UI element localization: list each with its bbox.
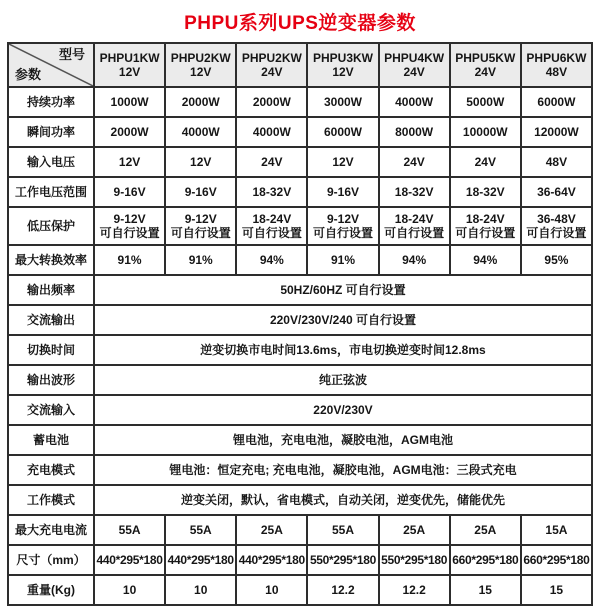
cell-line: 18-24V <box>252 211 292 226</box>
model-voltage: 12V <box>332 65 354 79</box>
row-label: 充电模式 <box>8 455 94 485</box>
cell-value: 24V <box>450 147 521 177</box>
cell-value: 18-32V <box>379 177 450 207</box>
cell-line: 可自行设置 <box>241 226 302 240</box>
cell-line: 可自行设置 <box>455 226 516 240</box>
cell-value: 12V <box>94 147 165 177</box>
row-span-value: 220V/230V/240 可自行设置 <box>94 305 592 335</box>
cell-value: 9-16V <box>94 177 165 207</box>
cell-value: 10000W <box>450 117 521 147</box>
cell-value: 1000W <box>94 87 165 117</box>
table-row <box>8 177 592 207</box>
cell-value: 15A <box>521 515 592 545</box>
model-voltage: 12V <box>118 65 141 79</box>
row-label: 持续功率 <box>8 87 94 117</box>
row-label: 工作电压范围 <box>8 177 94 207</box>
header-row <box>8 43 592 87</box>
table-row <box>8 275 592 305</box>
table-row <box>8 207 592 245</box>
row-label: 最大转换效率 <box>8 245 94 275</box>
cell-value: 91% <box>307 245 378 275</box>
cell-value: 4000W <box>236 117 307 147</box>
table-row <box>8 485 592 515</box>
row-span-value: 220V/230V <box>94 395 592 425</box>
cell-value: 10 <box>94 575 165 605</box>
cell-value <box>165 207 236 245</box>
row-label: 蓄电池 <box>8 425 94 455</box>
row-span-value: 锂电池，充电电池，凝胶电池，AGM电池 <box>94 425 592 455</box>
model-name: PHPU2KW <box>170 50 231 65</box>
cell-value: 12000W <box>521 117 592 147</box>
cell-line: 36-48V <box>537 211 576 226</box>
cell-value: 25A <box>450 515 521 545</box>
cell-value: 48V <box>521 147 592 177</box>
table-row <box>8 575 592 605</box>
row-label: 最大充电电流 <box>8 515 94 545</box>
cell-value: 4000W <box>165 117 236 147</box>
cell-line: 可自行设置 <box>99 226 160 240</box>
cell-value: 10 <box>236 575 307 605</box>
cell-value: 24V <box>379 147 450 177</box>
row-label: 尺寸（mm） <box>8 545 94 575</box>
column-header <box>165 43 236 87</box>
cell-value: 94% <box>450 245 521 275</box>
table-row <box>8 515 592 545</box>
model-voltage: 24V <box>474 65 496 79</box>
cell-value: 6000W <box>521 87 592 117</box>
cell-value: 91% <box>165 245 236 275</box>
cell-value: 36-64V <box>521 177 592 207</box>
cell-value: 9-16V <box>165 177 236 207</box>
table-row <box>8 245 592 275</box>
cell-value <box>521 207 592 245</box>
row-span-value: 50HZ/60HZ 可自行设置 <box>94 275 592 305</box>
table-row <box>8 395 592 425</box>
table-row <box>8 147 592 177</box>
table-row <box>8 87 592 117</box>
model-name: PHPU4KW <box>384 50 445 65</box>
row-span-value: 锂电池：恒定充电; 充电电池，凝胶电池，AGM电池：三段式充电 <box>94 455 592 485</box>
row-label: 交流输入 <box>8 395 94 425</box>
cell-value: 24V <box>236 147 307 177</box>
cell-value: 94% <box>236 245 307 275</box>
row-label: 交流输出 <box>8 305 94 335</box>
cell-value: 25A <box>236 515 307 545</box>
cell-line: 可自行设置 <box>384 226 445 240</box>
corner-label-param: 参数 <box>15 67 42 83</box>
cell-value: 2000W <box>165 87 236 117</box>
row-label: 输出波形 <box>8 365 94 395</box>
table-row <box>8 335 592 365</box>
row-label: 工作模式 <box>8 485 94 515</box>
cell-value: 12.2 <box>307 575 378 605</box>
cell-value: 440*295*180 <box>165 545 236 575</box>
table-row <box>8 455 592 485</box>
model-name: PHPU5KW <box>455 50 516 65</box>
cell-value: 15 <box>450 575 521 605</box>
table-row <box>8 365 592 395</box>
column-header <box>379 43 450 87</box>
cell-value: 2000W <box>236 87 307 117</box>
cell-value: 4000W <box>379 87 450 117</box>
column-header <box>307 43 378 87</box>
row-label: 低压保护 <box>8 207 94 245</box>
cell-value <box>307 207 378 245</box>
corner-cell <box>8 43 94 87</box>
model-voltage: 24V <box>403 65 425 79</box>
cell-value: 10 <box>165 575 236 605</box>
cell-line: 可自行设置 <box>170 226 231 240</box>
cell-value: 3000W <box>307 87 378 117</box>
cell-line: 9-12V <box>113 211 146 226</box>
cell-value: 55A <box>94 515 165 545</box>
cell-value: 55A <box>307 515 378 545</box>
cell-line: 可自行设置 <box>312 226 373 240</box>
cell-value: 55A <box>165 515 236 545</box>
table-row <box>8 305 592 335</box>
cell-value: 440*295*180 <box>236 545 307 575</box>
cell-line: 18-24V <box>465 211 505 226</box>
model-voltage: 12V <box>190 65 212 79</box>
model-voltage: 24V <box>261 65 283 79</box>
cell-line: 可自行设置 <box>526 226 587 240</box>
column-header <box>94 43 165 87</box>
table-row <box>8 117 592 147</box>
column-header <box>521 43 592 87</box>
cell-line: 18-24V <box>394 211 434 226</box>
row-label: 切换时间 <box>8 335 94 365</box>
corner-label-model: 型号 <box>58 47 85 62</box>
cell-value <box>450 207 521 245</box>
row-label: 重量(Kg) <box>8 575 94 605</box>
cell-value: 15 <box>521 575 592 605</box>
model-voltage: 48V <box>545 65 568 79</box>
row-span-value: 纯正弦波 <box>94 365 592 395</box>
cell-value: 9-16V <box>307 177 378 207</box>
cell-value: 18-32V <box>236 177 307 207</box>
cell-value: 25A <box>379 515 450 545</box>
model-name: PHPU3KW <box>312 50 373 65</box>
cell-value: 550*295*180 <box>307 545 378 575</box>
row-span-value: 逆变切换市电时间13.6ms，市电切换逆变时间12.8ms <box>94 335 592 365</box>
spec-table <box>7 42 593 606</box>
cell-value: 12V <box>165 147 236 177</box>
cell-line: 9-12V <box>184 211 217 226</box>
cell-value: 18-32V <box>450 177 521 207</box>
spec-table-body <box>8 87 592 605</box>
cell-value: 440*295*180 <box>94 545 165 575</box>
model-name: PHPU6KW <box>526 50 587 65</box>
cell-value: 91% <box>94 245 165 275</box>
column-header <box>236 43 307 87</box>
cell-value <box>379 207 450 245</box>
cell-value: 660*295*180 <box>521 545 592 575</box>
cell-value <box>94 207 165 245</box>
column-header <box>450 43 521 87</box>
cell-value: 8000W <box>379 117 450 147</box>
cell-value: 550*295*180 <box>379 545 450 575</box>
row-label: 输出频率 <box>8 275 94 305</box>
cell-value: 95% <box>521 245 592 275</box>
cell-value: 2000W <box>94 117 165 147</box>
cell-value: 12V <box>307 147 378 177</box>
cell-value: 12.2 <box>379 575 450 605</box>
cell-value: 660*295*180 <box>450 545 521 575</box>
row-label: 瞬间功率 <box>8 117 94 147</box>
row-span-value: 逆变关闭，默认，省电模式，自动关闭，逆变优先，储能优先 <box>94 485 592 515</box>
cell-value: 94% <box>379 245 450 275</box>
model-name: PHPU2KW <box>241 50 302 65</box>
table-row <box>8 425 592 455</box>
row-label: 输入电压 <box>8 147 94 177</box>
table-row <box>8 545 592 575</box>
cell-value <box>236 207 307 245</box>
page-title: PHPU系列UPS逆变器参数 <box>184 13 416 34</box>
cell-line: 9-12V <box>326 211 359 226</box>
cell-value: 6000W <box>307 117 378 147</box>
model-name: PHPU1KW <box>99 50 160 65</box>
cell-value: 5000W <box>450 87 521 117</box>
